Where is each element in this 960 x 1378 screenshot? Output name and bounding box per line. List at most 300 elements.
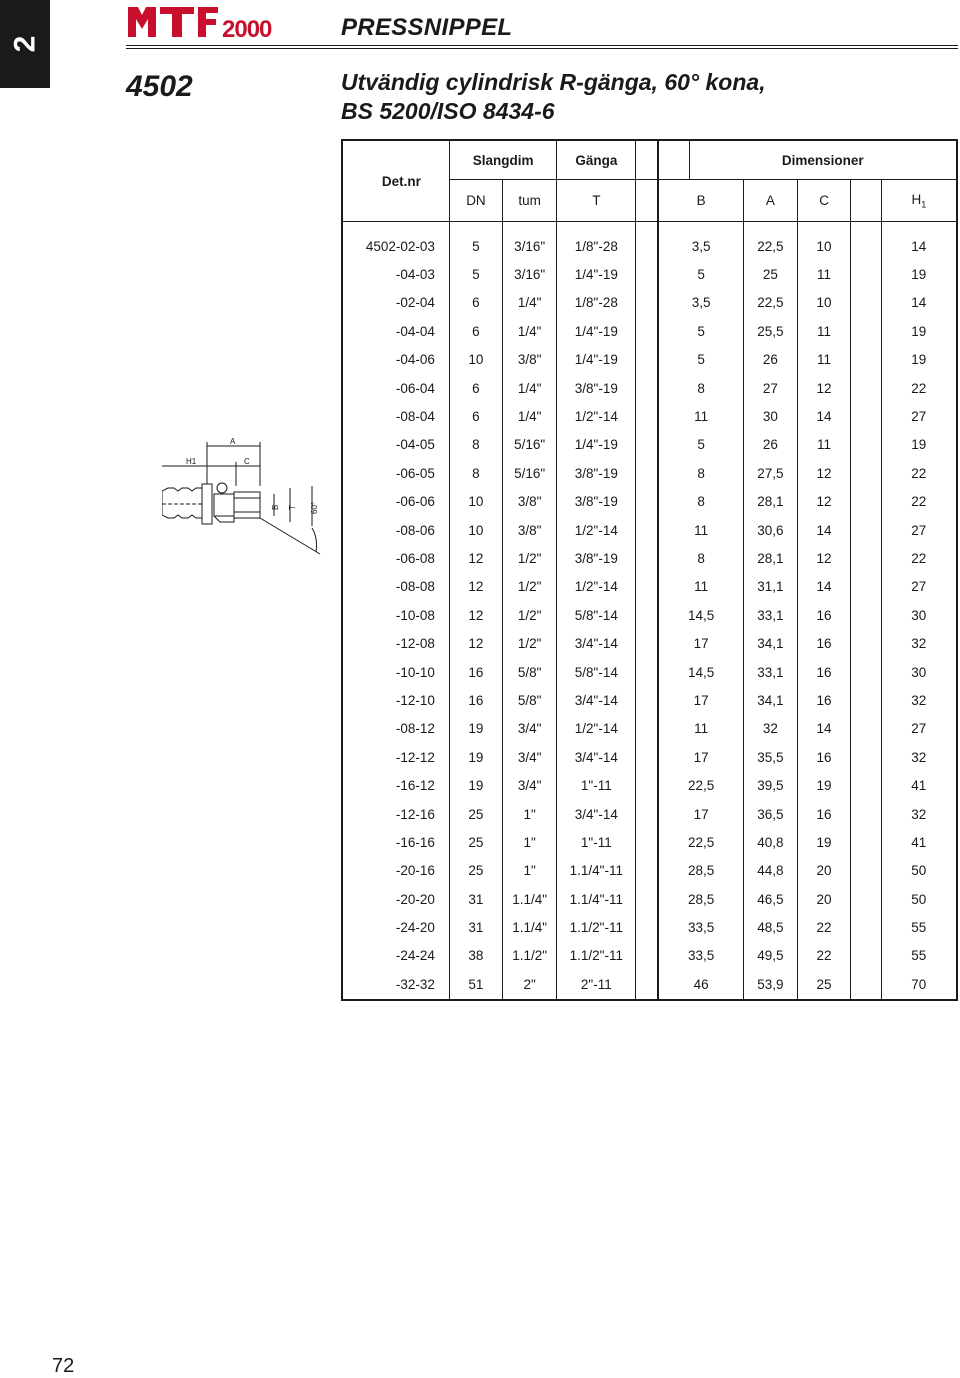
table-cell: 6 [449, 289, 502, 317]
table-cell-empty [851, 544, 882, 572]
table-cell: 16 [798, 743, 851, 771]
table-cell: 26 [743, 346, 797, 374]
table-cell: 14 [881, 289, 957, 317]
table-cell: 19 [798, 828, 851, 856]
table-cell: 22,5 [743, 289, 797, 317]
table-cell: 19 [881, 431, 957, 459]
table-cell: 10 [449, 516, 502, 544]
table-cell: 1/4"-19 [557, 346, 636, 374]
table-cell: 10 [798, 222, 851, 261]
table-cell: 1" [503, 800, 557, 828]
table-cell: 1" [503, 828, 557, 856]
table-cell-empty [636, 970, 659, 999]
table-cell: 1/4"-19 [557, 260, 636, 288]
table-cell: 14 [798, 573, 851, 601]
table-cell: 19 [449, 771, 502, 799]
table-cell: 50 [881, 885, 957, 913]
table-cell: 16 [449, 658, 502, 686]
table-cell: -06-04 [395, 380, 435, 396]
table-cell-empty [851, 374, 882, 402]
table-cell: 11 [798, 346, 851, 374]
table-cell: 26 [743, 431, 797, 459]
header-tum: tum [503, 180, 557, 222]
table-cell: -04-03 [395, 267, 435, 283]
table-cell-empty [636, 658, 659, 686]
table-cell: 22,5 [658, 771, 743, 799]
table-cell: 27 [881, 516, 957, 544]
table-cell: 28,5 [658, 857, 743, 885]
table-cell: 1/2"-14 [557, 573, 636, 601]
table-cell: 5 [449, 260, 502, 288]
table-cell: 40,8 [743, 828, 797, 856]
table-cell: 35,5 [743, 743, 797, 771]
table-row [342, 828, 957, 856]
table-cell: 3/4"-14 [557, 800, 636, 828]
fitting-diagram [162, 436, 330, 556]
table-cell: 30 [743, 402, 797, 430]
table-cell: -20-20 [395, 891, 435, 907]
table-cell: -20-16 [395, 863, 435, 879]
table-cell-empty [636, 544, 659, 572]
table-cell-empty [636, 488, 659, 516]
table-cell: 8 [658, 544, 743, 572]
table-row [342, 913, 957, 941]
table-cell-empty [636, 346, 659, 374]
table-cell: 6 [449, 374, 502, 402]
table-cell-empty [851, 913, 882, 941]
table-row [342, 942, 957, 970]
table-cell: -24-24 [395, 948, 435, 964]
table-cell: 11 [658, 402, 743, 430]
table-cell: 30 [881, 601, 957, 629]
table-cell: 6 [449, 402, 502, 430]
company-logo [126, 3, 298, 43]
table-cell: 1/2" [503, 544, 557, 572]
table-cell: 31,1 [743, 573, 797, 601]
table-cell: 5/8" [503, 658, 557, 686]
table-cell: 11 [658, 573, 743, 601]
table-cell: -10-08 [395, 607, 435, 623]
table-cell: 1/8"-28 [557, 222, 636, 261]
table-cell: 1/2"-14 [557, 516, 636, 544]
table-cell: 27 [881, 715, 957, 743]
table-cell-empty [636, 942, 659, 970]
table-cell-empty [851, 402, 882, 430]
table-cell: 33,1 [743, 658, 797, 686]
diagram-label-b: B [271, 504, 280, 510]
table-cell: 1/2"-14 [557, 715, 636, 743]
svg-text:2000: 2000 [222, 16, 272, 43]
table-cell: 3/4"-14 [557, 686, 636, 714]
table-cell: 36,5 [743, 800, 797, 828]
table-cell: 34,1 [743, 629, 797, 657]
table-cell: 10 [798, 289, 851, 317]
table-row [342, 516, 957, 544]
table-cell: 14 [798, 516, 851, 544]
table-cell: 30 [881, 658, 957, 686]
table-cell: 1/4"-19 [557, 431, 636, 459]
table-cell-empty [636, 629, 659, 657]
table-cell-empty [851, 260, 882, 288]
table-cell: 11 [658, 516, 743, 544]
table-cell-empty [851, 658, 882, 686]
table-cell: 1/4" [503, 374, 557, 402]
table-cell: 1.1/2"-11 [557, 913, 636, 941]
table-cell-empty [636, 857, 659, 885]
table-cell: 3/8"-19 [557, 488, 636, 516]
table-cell-empty [851, 346, 882, 374]
table-cell: -24-20 [395, 920, 435, 936]
header-slangdim: Slangdim [449, 140, 556, 180]
table-cell: -04-06 [395, 352, 435, 368]
table-row [342, 346, 957, 374]
table-cell: 32 [881, 800, 957, 828]
table-cell: -12-16 [395, 806, 435, 822]
table-cell-empty [636, 374, 659, 402]
table-cell: 5/8" [503, 686, 557, 714]
table-cell: 1/2" [503, 601, 557, 629]
table-cell-empty [851, 488, 882, 516]
table-cell: 30,6 [743, 516, 797, 544]
table-cell-empty [636, 289, 659, 317]
table-cell: 22 [881, 488, 957, 516]
table-row [342, 629, 957, 657]
table-row [342, 800, 957, 828]
table-cell: 32 [881, 629, 957, 657]
table-cell: 46 [658, 970, 743, 999]
table-cell: 22 [881, 544, 957, 572]
table-cell-empty [636, 913, 659, 941]
table-cell: 11 [798, 317, 851, 345]
table-cell-empty [851, 573, 882, 601]
table-cell: 1/2" [503, 573, 557, 601]
table-cell-empty [851, 289, 882, 317]
table-cell: 22 [881, 459, 957, 487]
table-cell: 19 [798, 771, 851, 799]
table-cell: 19 [449, 743, 502, 771]
table-cell: 22,5 [743, 222, 797, 261]
header-c: C [798, 180, 851, 222]
table-cell: 32 [881, 743, 957, 771]
table-row [342, 544, 957, 572]
table-cell: 10 [449, 346, 502, 374]
table-cell-empty [851, 459, 882, 487]
table-cell: 1.1/4"-11 [557, 885, 636, 913]
table-cell-empty [851, 970, 882, 999]
table-cell: 70 [881, 970, 957, 999]
page-number: 72 [52, 1355, 75, 1377]
table-cell-empty [636, 800, 659, 828]
table-cell-empty [636, 222, 659, 261]
table-cell: 20 [798, 885, 851, 913]
table-cell: 28,1 [743, 544, 797, 572]
table-row [342, 601, 957, 629]
table-row [342, 374, 957, 402]
table-cell-empty [636, 885, 659, 913]
table-cell: 17 [658, 800, 743, 828]
table-cell: -04-04 [395, 323, 435, 339]
table-cell: 3/16" [503, 222, 557, 261]
table-cell: 25 [798, 970, 851, 999]
table-row [342, 970, 957, 999]
table-cell: 41 [881, 828, 957, 856]
table-cell: 1/8"-28 [557, 289, 636, 317]
table-cell: 19 [449, 715, 502, 743]
table-row [342, 743, 957, 771]
subtitle-line-2: BS 5200/ISO 8434-6 [341, 98, 555, 124]
table-cell-empty [636, 771, 659, 799]
table-cell: 5 [658, 346, 743, 374]
diagram-label-angle: 60° [310, 501, 319, 514]
table-cell: 27,5 [743, 459, 797, 487]
table-cell-empty [851, 743, 882, 771]
table-cell: 32 [881, 686, 957, 714]
table-row [342, 488, 957, 516]
table-cell-empty [851, 601, 882, 629]
table-cell: 14 [798, 715, 851, 743]
table-cell: 5/8"-14 [557, 658, 636, 686]
table-cell: 14,5 [658, 658, 743, 686]
table-cell-empty [851, 715, 882, 743]
table-cell: 53,9 [743, 970, 797, 999]
table-cell: 16 [798, 800, 851, 828]
table-cell: 8 [658, 374, 743, 402]
table-cell: 3/4" [503, 715, 557, 743]
diagram-label-a: A [230, 437, 236, 446]
subtitle [341, 68, 766, 126]
table-cell: 48,5 [743, 913, 797, 941]
table-cell: 3/4" [503, 771, 557, 799]
table-cell: 8 [449, 431, 502, 459]
table-cell-empty [851, 771, 882, 799]
table-body [342, 222, 957, 1000]
table-cell: 27 [743, 374, 797, 402]
table-cell: 20 [798, 857, 851, 885]
table-row [342, 686, 957, 714]
table-cell: -06-06 [395, 494, 435, 510]
table-cell: 11 [798, 431, 851, 459]
table-cell: 25 [449, 800, 502, 828]
table-cell: 17 [658, 686, 743, 714]
table-cell: 1.1/2"-11 [557, 942, 636, 970]
table-cell-empty [636, 601, 659, 629]
table-cell: -08-04 [395, 409, 435, 425]
table-cell: -08-12 [395, 721, 435, 737]
table-cell: 3/8" [503, 346, 557, 374]
diagram-label-h1: H1 [186, 457, 197, 466]
table-cell: 44,8 [743, 857, 797, 885]
table-cell: 3/8"-19 [557, 374, 636, 402]
table-cell: 4502-02-03 [365, 238, 435, 254]
table-cell: 2"-11 [557, 970, 636, 999]
table-cell-empty [636, 686, 659, 714]
table-cell: 3/4"-14 [557, 629, 636, 657]
table-cell: -04-05 [395, 437, 435, 453]
table-cell: 16 [798, 658, 851, 686]
table-cell: 3/8"-19 [557, 459, 636, 487]
table-cell-empty [851, 431, 882, 459]
table-cell: 1.1/2" [503, 942, 557, 970]
table-cell: 5/8"-14 [557, 601, 636, 629]
table-cell: 1" [503, 857, 557, 885]
table-cell: 14 [881, 222, 957, 261]
table-cell: -16-12 [395, 778, 435, 794]
table-cell: 3/8" [503, 488, 557, 516]
table-row [342, 857, 957, 885]
table-cell-empty [636, 715, 659, 743]
table-cell: 25 [743, 260, 797, 288]
table-cell: 3,5 [658, 289, 743, 317]
table-cell: 1/4" [503, 402, 557, 430]
table-cell: 11 [798, 260, 851, 288]
table-cell: 39,5 [743, 771, 797, 799]
table-cell-empty [851, 828, 882, 856]
table-cell: -08-08 [395, 579, 435, 595]
table-cell: 32 [743, 715, 797, 743]
table-cell: 46,5 [743, 885, 797, 913]
table-cell: 34,1 [743, 686, 797, 714]
table-cell: 3/8" [503, 516, 557, 544]
table-cell: 1/4"-19 [557, 317, 636, 345]
table-cell-empty [851, 800, 882, 828]
table-cell-empty [636, 317, 659, 345]
table-row [342, 317, 957, 345]
table-cell: 17 [658, 629, 743, 657]
subtitle-line-1: Utvändig cylindrisk R-gänga, 60° kona, [341, 69, 766, 95]
table-cell: 33,5 [658, 913, 743, 941]
table-cell: 19 [881, 260, 957, 288]
table-row [342, 289, 957, 317]
table-cell: 11 [658, 715, 743, 743]
header-dimensioner: Dimensioner [689, 140, 957, 180]
table-row [342, 715, 957, 743]
header-b: B [658, 180, 743, 222]
table-cell: 1"-11 [557, 771, 636, 799]
table-cell: 49,5 [743, 942, 797, 970]
table-cell-empty [851, 317, 882, 345]
table-cell: 3,5 [658, 222, 743, 261]
table-cell-empty [636, 516, 659, 544]
table-cell: 12 [798, 374, 851, 402]
table-cell: 5 [658, 317, 743, 345]
table-cell: 28,5 [658, 885, 743, 913]
table-cell-empty [851, 629, 882, 657]
table-cell: 8 [449, 459, 502, 487]
table-row [342, 885, 957, 913]
table-row [342, 222, 957, 261]
table-cell: -12-08 [395, 636, 435, 652]
table-cell: -12-12 [395, 749, 435, 765]
table-cell: -16-16 [395, 834, 435, 850]
header-dn: DN [449, 180, 502, 222]
table-cell: 1/2" [503, 629, 557, 657]
table-cell: 22 [881, 374, 957, 402]
table-cell-empty [636, 573, 659, 601]
diagram-label-t: T [288, 505, 297, 510]
table-cell: 16 [798, 601, 851, 629]
table-row [342, 573, 957, 601]
table-cell: -32-32 [395, 976, 435, 992]
section-title: PRESSNIPPEL [341, 14, 513, 41]
table-cell-empty [636, 743, 659, 771]
table-cell: 12 [798, 544, 851, 572]
dimensions-table [341, 139, 958, 1001]
table-cell: 3/16" [503, 260, 557, 288]
table-row [342, 431, 957, 459]
table-cell: 25 [449, 828, 502, 856]
table-cell: 22,5 [658, 828, 743, 856]
header-t: T [557, 180, 636, 222]
table-cell: 14 [798, 402, 851, 430]
table-cell: 12 [449, 573, 502, 601]
table-cell: 1.1/4"-11 [557, 857, 636, 885]
table-cell-empty [851, 857, 882, 885]
table-cell: 12 [449, 629, 502, 657]
table-cell: 22 [798, 913, 851, 941]
part-number: 4502 [126, 70, 193, 103]
table-cell: -08-06 [395, 522, 435, 538]
table-cell: 33,1 [743, 601, 797, 629]
table-cell-empty [851, 885, 882, 913]
table-cell: 10 [449, 488, 502, 516]
table-cell: 1"-11 [557, 828, 636, 856]
table-cell: 5 [658, 260, 743, 288]
table-cell: 5 [449, 222, 502, 261]
table-row [342, 260, 957, 288]
table-cell-empty [636, 431, 659, 459]
table-cell-empty [636, 402, 659, 430]
table-cell: -02-04 [395, 295, 435, 311]
table-cell: 5/16" [503, 459, 557, 487]
table-cell: 1/4" [503, 317, 557, 345]
table-cell: -06-05 [395, 465, 435, 481]
table-cell: 3/4"-14 [557, 743, 636, 771]
table-cell: 3/4" [503, 743, 557, 771]
table-cell: 50 [881, 857, 957, 885]
table-cell: 5 [658, 431, 743, 459]
table-cell: 12 [798, 488, 851, 516]
table-cell: 5/16" [503, 431, 557, 459]
table-cell: 1.1/4" [503, 913, 557, 941]
table-cell: 51 [449, 970, 502, 999]
table-cell: 16 [798, 686, 851, 714]
header-rule [126, 45, 958, 49]
table-cell: 14,5 [658, 601, 743, 629]
table-row [342, 402, 957, 430]
table-cell: 19 [881, 346, 957, 374]
header-detnr: Det.nr [342, 140, 449, 222]
section-tab-number: 2 [8, 35, 41, 53]
table-cell: 3/8"-19 [557, 544, 636, 572]
table-cell-empty [636, 459, 659, 487]
table-cell-empty [851, 686, 882, 714]
header-ganga: Gänga [557, 140, 636, 180]
table-cell: 19 [881, 317, 957, 345]
table-cell: 12 [449, 601, 502, 629]
table-cell-empty [851, 516, 882, 544]
table-cell: 55 [881, 942, 957, 970]
table-cell-empty [851, 222, 882, 261]
table-cell: 16 [449, 686, 502, 714]
table-cell: -06-08 [395, 550, 435, 566]
table-cell: -12-10 [395, 692, 435, 708]
table-cell: 31 [449, 885, 502, 913]
table-cell: 16 [798, 629, 851, 657]
diagram-label-c: C [244, 457, 250, 466]
table-cell: 1/4" [503, 289, 557, 317]
table-cell: 22 [798, 942, 851, 970]
table-row [342, 771, 957, 799]
